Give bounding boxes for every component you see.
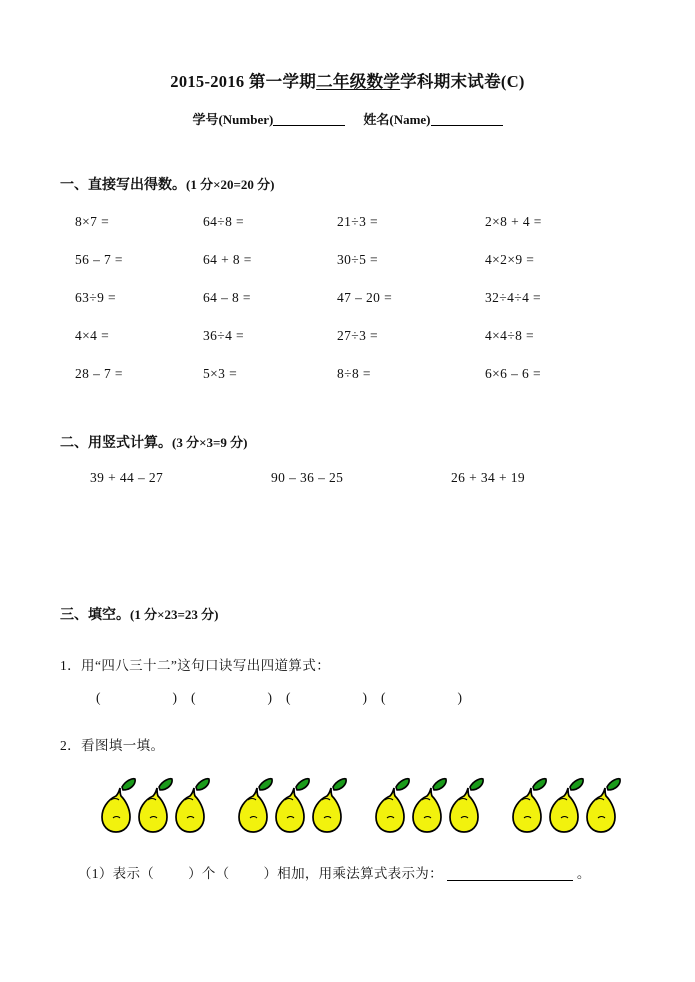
- section-2-heading: [0, 432, 695, 452]
- arithmetic-problem: 4×4÷8 =: [485, 327, 535, 343]
- pear-group: [233, 774, 344, 836]
- q1-answer-blank[interactable]: [447, 880, 573, 881]
- spacer: [177, 690, 191, 706]
- section-2-title: 二、用竖式计算。: [60, 435, 172, 451]
- paren-open: (: [381, 689, 386, 705]
- fill-item-2-question-1: [0, 836, 695, 882]
- arithmetic-problem: 4×4 =: [75, 327, 110, 343]
- blank-parentheses[interactable]: [191, 690, 272, 706]
- section-3-title: 三、填空。: [60, 607, 130, 623]
- pear-icon: [370, 774, 411, 836]
- vertical-calc-row: [0, 452, 695, 486]
- section-1-points: (1 分×20=20 分): [186, 176, 275, 192]
- spacer: [0, 706, 695, 734]
- blank-parentheses[interactable]: [381, 690, 462, 706]
- student-number-field[interactable]: [273, 125, 345, 126]
- student-number-label: 学号(Number): [192, 111, 274, 127]
- pear-icon: [407, 774, 448, 836]
- pear-icon: [233, 774, 274, 836]
- arithmetic-problem: 4×2×9 =: [485, 251, 535, 267]
- arithmetic-problem: 8×7 =: [75, 213, 110, 229]
- pear-icon: [307, 774, 348, 836]
- section-2-points: (3 分×3=9 分): [172, 434, 248, 450]
- arithmetic-row: [75, 366, 635, 404]
- arithmetic-problem: 64÷8 =: [203, 213, 245, 229]
- q1-period: 。: [576, 865, 591, 881]
- arithmetic-problem: 64 – 8 =: [203, 289, 251, 305]
- vertical-calc-problem: 90 – 36 – 25: [271, 469, 344, 485]
- paren-open: (: [96, 689, 101, 705]
- fill-item-1-blanks: [0, 674, 695, 706]
- pear-group: [96, 774, 207, 836]
- title-prefix: 2015-2016 第一学期: [170, 72, 317, 91]
- arithmetic-problem: 6×6 – 6 =: [485, 365, 541, 381]
- pear-icon: [444, 774, 485, 836]
- student-info-line: [0, 92, 695, 128]
- paren-close: ): [457, 689, 462, 705]
- arithmetic-grid: [0, 194, 635, 404]
- arithmetic-problem: 47 – 20 =: [337, 289, 393, 305]
- arithmetic-problem: 32÷4÷4 =: [485, 289, 542, 305]
- arithmetic-problem: 21÷3 =: [337, 213, 379, 229]
- blank-parentheses[interactable]: [286, 690, 367, 706]
- arithmetic-problem: 64 + 8 =: [203, 251, 252, 267]
- section-1-heading: [0, 174, 695, 194]
- pear-icon: [507, 774, 548, 836]
- section-1-title: 一、直接写出得数。: [60, 177, 186, 193]
- pear-icon: [581, 774, 622, 836]
- spacer: [0, 624, 695, 654]
- vertical-calc-problem: 39 + 44 – 27: [90, 469, 164, 485]
- arithmetic-row: [75, 290, 635, 328]
- section-3-points: (1 分×23=23 分): [130, 606, 219, 622]
- title-subject: 数学: [366, 72, 401, 91]
- pear-group: [507, 774, 618, 836]
- arithmetic-row: [75, 252, 635, 290]
- arithmetic-problem: 36÷4 =: [203, 327, 245, 343]
- pear-icon: [96, 774, 137, 836]
- pear-icon: [170, 774, 211, 836]
- blank-parentheses[interactable]: [96, 690, 177, 706]
- arithmetic-problem: 56 – 7 =: [75, 251, 123, 267]
- student-name-label: 姓名(Name): [363, 111, 431, 127]
- arithmetic-problem: 63÷9 =: [75, 289, 117, 305]
- arithmetic-problem: 28 – 7 =: [75, 365, 123, 381]
- paren-open: (: [286, 689, 291, 705]
- pear-illustration: [0, 754, 695, 836]
- q1-part-a: （1）表示（: [78, 865, 155, 881]
- page-title: [0, 0, 695, 92]
- paren-close: ): [362, 689, 367, 705]
- q1-part-c: ）相加，用乘法算式表示为：: [263, 865, 443, 881]
- spacer: [0, 404, 695, 432]
- section-3-heading: [0, 604, 695, 624]
- arithmetic-problem: 27÷3 =: [337, 327, 379, 343]
- spacer: [272, 690, 286, 706]
- vertical-calc-problem: 26 + 34 + 19: [451, 469, 526, 485]
- student-name-field[interactable]: [431, 125, 503, 126]
- pear-group: [370, 774, 481, 836]
- title-suffix: 学科期末试卷(C): [400, 72, 525, 91]
- pear-icon: [270, 774, 311, 836]
- spacer: [0, 486, 695, 604]
- spacer: [367, 690, 381, 706]
- pear-icon: [133, 774, 174, 836]
- fill-item-1-text: 1．用“四八三十二”这句口诀写出四道算式：: [60, 657, 331, 673]
- pear-icon: [544, 774, 585, 836]
- paren-open: (: [191, 689, 196, 705]
- arithmetic-problem: 2×8 + 4 =: [485, 213, 542, 229]
- q1-part-b: ）个（: [188, 865, 230, 881]
- paren-close: ): [172, 689, 177, 705]
- arithmetic-problem: 5×3 =: [203, 365, 238, 381]
- paren-close: ): [267, 689, 272, 705]
- arithmetic-problem: 30÷5 =: [337, 251, 379, 267]
- spacer: [0, 128, 695, 174]
- arithmetic-problem: 8÷8 =: [337, 365, 371, 381]
- title-grade: 二年级: [316, 72, 367, 91]
- fill-item-2-text: 2．看图填一填。: [60, 737, 165, 753]
- arithmetic-row: [75, 328, 635, 366]
- arithmetic-row: [75, 214, 635, 252]
